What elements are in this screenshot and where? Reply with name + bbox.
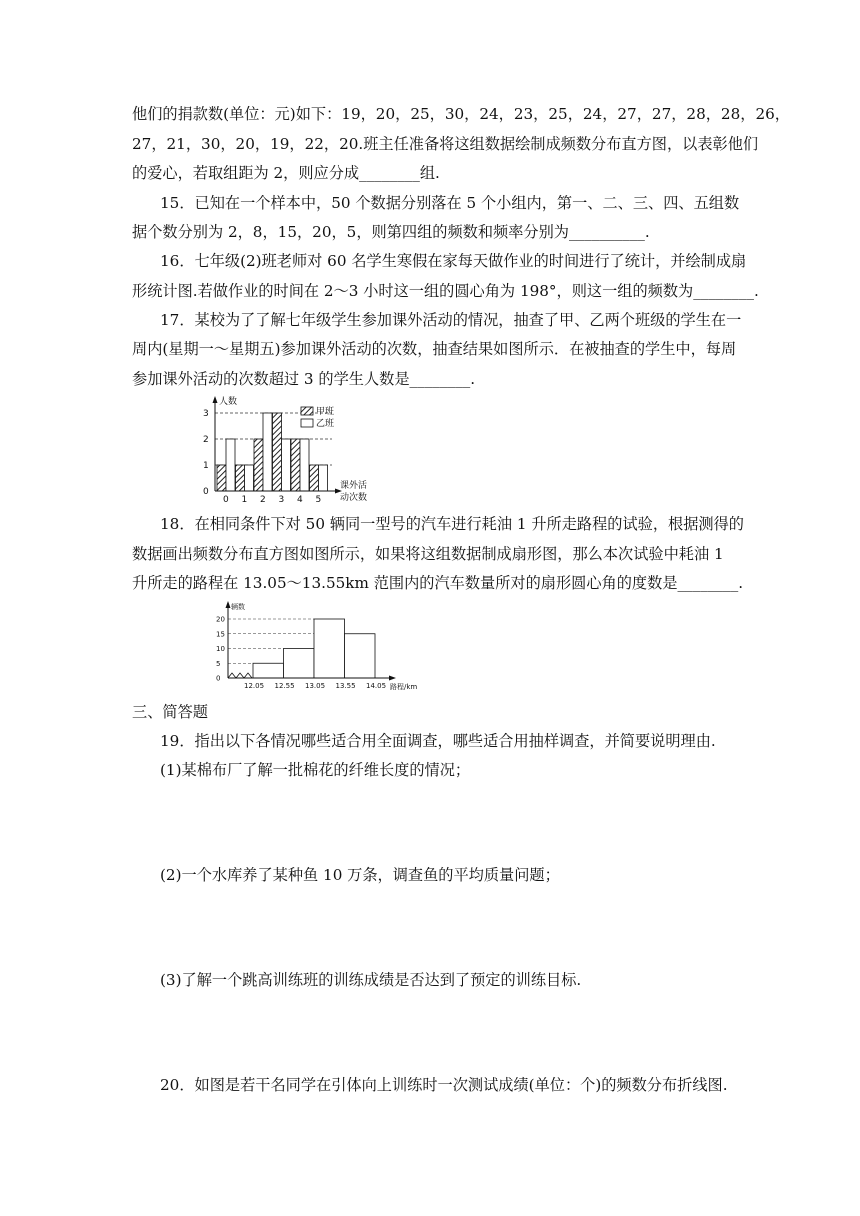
q14-line-2: 27，21，30，20，19，22，20.班主任准备将这组数据绘制成频数分布直方图，以表彰他们 <box>132 135 759 153</box>
chart1-xtick-label: 4 <box>297 495 303 505</box>
q15-line-2: 据个数分别为 2，8，15，20，5，则第四组的频数和频率分别为__________. <box>132 223 650 241</box>
chart1-bar-2 <box>245 465 254 491</box>
chart1-xlabel-line1: 课外活 <box>340 481 368 491</box>
chart2-ytick-label: 20 <box>216 615 225 624</box>
chart2-bar <box>314 619 345 678</box>
q14-line-1: 他们的捐款数(单位：元)如下：19，20，25，30，24，23，25，24，27，27，28，28，26， <box>132 105 790 123</box>
chart1-bar-1 <box>273 413 282 491</box>
chart1-bar-2 <box>300 439 309 491</box>
chart2-bar <box>284 649 315 679</box>
chart1-ylabel: 人数 <box>219 397 238 407</box>
q17-line-3: 参加课外活动的次数超过 3 的学生人数是________. <box>132 370 476 388</box>
chart1-xtick-label: 3 <box>278 495 285 505</box>
legend-swatch-hatched <box>301 407 313 415</box>
chart2-xtick-label: 12.55 <box>274 682 295 690</box>
chart1-ytick-label: 1 <box>203 461 209 471</box>
q17-line-1: 17．某校为了了解七年级学生参加课外活动的情况，抽查了甲、乙两个班级的学生在一 <box>160 311 742 329</box>
q19-part-1: (1)某棉布厂了解一批棉花的纤维长度的情况； <box>160 761 471 779</box>
q16-line-2: 形统计图.若做作业的时间在 2～3 小时这一组的圆心角为 198°，则这一组的频数为________. <box>132 282 759 300</box>
chart2-ytick-label: 15 <box>216 630 225 639</box>
activity-bar-chart <box>195 393 385 505</box>
chart2-bar <box>253 663 284 678</box>
chart1-bar-1 <box>254 439 263 491</box>
chart1-bar-1 <box>291 439 300 491</box>
chart2-ytick-label: 5 <box>216 659 221 668</box>
chart1-bar-2 <box>226 439 235 491</box>
q19-stem: 19．指出以下各情况哪些适合用全面调查，哪些适合用抽样调查，并简要说明理由. <box>160 732 716 750</box>
chart1-bar-2 <box>282 439 291 491</box>
q19-part-3: (3)了解一个跳高训练班的训练成绩是否达到了预定的训练目标. <box>160 971 582 989</box>
legend-label-series-2: 乙班 <box>316 419 335 429</box>
chart1-xlabel-line2: 动次数 <box>340 493 368 503</box>
chart1-xtick-label: 5 <box>315 495 322 505</box>
q18-line-3: 升所走的路程在 13.05～13.55km 范围内的汽车数量所对的扇形圆心角的度数是________. <box>132 574 744 592</box>
q18-line-1: 18．在相同条件下对 50 辆同一型号的汽车进行耗油 1 升所走路程的试验，根据测得的 <box>160 515 744 533</box>
legend-label-series-1: 甲班 <box>316 407 335 417</box>
section-heading: 三、简答题 <box>132 703 208 721</box>
q18-line-2: 数据画出频数分布直方图如图所示，如果将这组数据制成扇形图，那么本次试验中耗油 1 <box>132 545 724 563</box>
chart1-ytick-label: 3 <box>203 409 209 419</box>
chart2-ytick-label: 0 <box>216 674 221 683</box>
mileage-histogram <box>208 598 423 694</box>
q19-part-2: (2)一个水库养了某种鱼 10 万条，调查鱼的平均质量问题； <box>160 866 560 884</box>
chart1-ytick-label: 2 <box>203 435 209 445</box>
q20-line-1: 20．如图是若干名同学在引体向上训练时一次测试成绩(单位：个)的频数分布折线图. <box>160 1076 728 1094</box>
chart2-bar <box>345 634 376 678</box>
q14-line-3: 的爱心，若取组距为 2，则应分成________组. <box>132 164 440 182</box>
q16-line-1: 16．七年级(2)班老师对 60 名学生寒假在家每天做作业的时间进行了统计，并绘制成扇 <box>160 252 747 270</box>
chart2-xtick-label: 13.05 <box>305 682 326 690</box>
q15-line-1: 15．已知在一个样本中，50 个数据分别落在 5 个小组内，第一、二、三、四、五组数 <box>160 194 740 212</box>
chart2-ytick-label: 10 <box>216 645 225 653</box>
chart1-bar-1 <box>310 465 319 491</box>
chart2-xlabel: 路程/km <box>390 683 418 691</box>
chart2-xtick-label: 13.55 <box>335 682 356 690</box>
legend-swatch-empty <box>301 419 313 427</box>
chart1-bar-2 <box>319 465 328 491</box>
chart2-xtick-label: 12.05 <box>244 682 265 690</box>
chart2-xtick-label: 14.05 <box>366 682 387 690</box>
chart1-bar-1 <box>217 465 226 491</box>
chart1-bar-2 <box>263 413 272 491</box>
chart1-xtick-label: 2 <box>260 495 266 505</box>
chart1-xtick-label: 1 <box>241 495 248 505</box>
chart1-ytick-label: 0 <box>203 487 209 497</box>
chart2-ylabel: 辆数 <box>231 603 245 611</box>
q17-line-2: 周内(星期一～星期五)参加课外活动的次数，抽查结果如图所示．在被抽查的学生中，每周 <box>132 340 737 358</box>
chart1-bar-1 <box>236 465 245 491</box>
chart1-xtick-label: 0 <box>223 495 229 505</box>
